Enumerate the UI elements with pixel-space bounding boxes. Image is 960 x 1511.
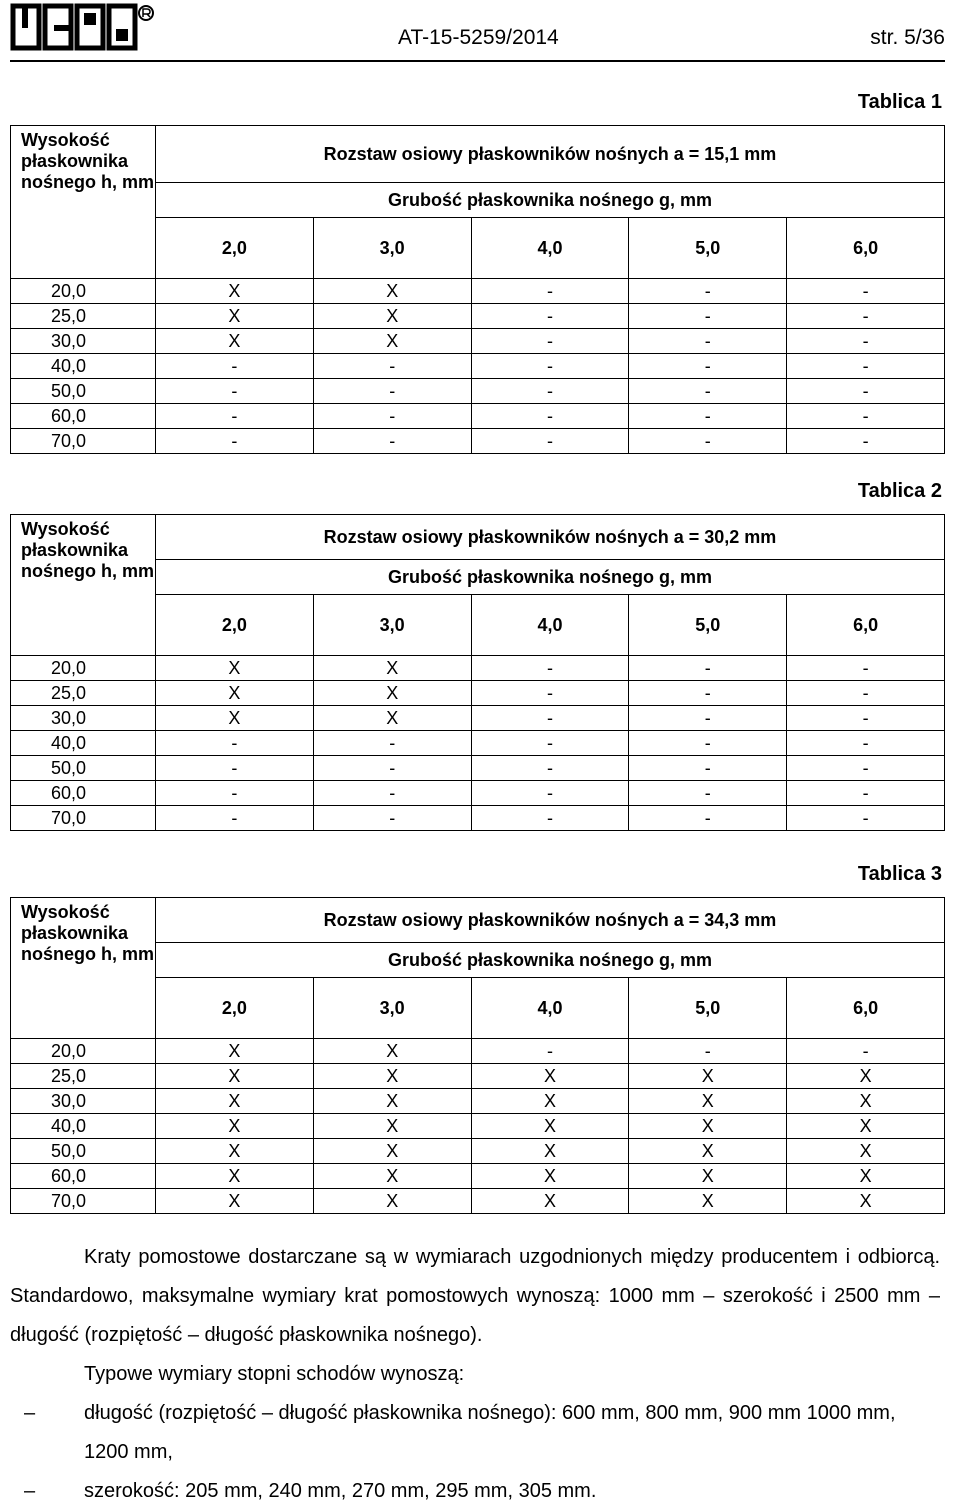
table-cell: - — [471, 379, 629, 404]
row-height-value: 25,0 — [11, 304, 156, 329]
col-header: 5,0 — [629, 218, 787, 279]
col-header: 3,0 — [313, 218, 471, 279]
table-cell: X — [471, 1189, 629, 1214]
row-height-value: 25,0 — [11, 681, 156, 706]
table-cell: - — [156, 731, 314, 756]
table-cell: X — [156, 1039, 314, 1064]
table-cell: X — [313, 656, 471, 681]
table-cell: X — [313, 706, 471, 731]
table-cell: - — [313, 806, 471, 831]
table-row — [11, 706, 945, 731]
table-cell: - — [156, 404, 314, 429]
table-cell: X — [156, 1189, 314, 1214]
table-cell: X — [629, 1164, 787, 1189]
table-3 — [10, 897, 945, 1214]
table-cell: - — [629, 1039, 787, 1064]
table-cell: - — [787, 806, 945, 831]
table-cell: - — [629, 279, 787, 304]
document-id: AT-15-5259/2014 — [398, 26, 559, 49]
table-cell: - — [313, 379, 471, 404]
table-cell: X — [313, 304, 471, 329]
col-header: 4,0 — [471, 978, 629, 1039]
table-cell: - — [787, 429, 945, 454]
table-cell: - — [471, 354, 629, 379]
thickness-header: Grubość płaskownika nośnego g, mm — [156, 943, 945, 978]
row-header-label: Wysokość płaskownika nośnego h, mm — [11, 515, 156, 656]
row-height-value: 30,0 — [11, 706, 156, 731]
bullet-dash: – — [24, 1402, 36, 1424]
itb-logo-icon — [10, 3, 155, 51]
row-height-value: 70,0 — [11, 429, 156, 454]
table-cell: X — [471, 1114, 629, 1139]
row-height-value: 50,0 — [11, 1139, 156, 1164]
table-cell: X — [471, 1139, 629, 1164]
table-cell: - — [787, 354, 945, 379]
table-cell: X — [787, 1089, 945, 1114]
table-cell: X — [629, 1189, 787, 1214]
table-cell: X — [313, 681, 471, 706]
table-cell: - — [629, 304, 787, 329]
table-1-caption: Tablica 1 — [857, 91, 942, 113]
col-header: 2,0 — [156, 595, 314, 656]
col-header: 2,0 — [156, 978, 314, 1039]
list-item — [10, 1394, 940, 1472]
table-cell: - — [787, 279, 945, 304]
table-cell: X — [313, 329, 471, 354]
table-2 — [10, 514, 945, 831]
table-cell: X — [471, 1164, 629, 1189]
table-row — [11, 681, 945, 706]
table-cell: X — [156, 1089, 314, 1114]
thickness-header: Grubość płaskownika nośnego g, mm — [156, 183, 945, 218]
row-height-value: 70,0 — [11, 1189, 156, 1214]
table-cell: - — [629, 756, 787, 781]
table-cell: - — [787, 756, 945, 781]
table-cell: X — [313, 1064, 471, 1089]
row-height-value: 30,0 — [11, 329, 156, 354]
table-cell: - — [471, 706, 629, 731]
table-row — [11, 656, 945, 681]
table-cell: - — [471, 656, 629, 681]
table-cell: - — [313, 756, 471, 781]
table-row — [11, 1039, 945, 1064]
table-row — [11, 731, 945, 756]
table-row — [11, 429, 945, 454]
table-cell: - — [156, 781, 314, 806]
row-height-value: 20,0 — [11, 656, 156, 681]
table-cell: X — [787, 1139, 945, 1164]
row-height-value: 40,0 — [11, 731, 156, 756]
row-height-value: 20,0 — [11, 279, 156, 304]
col-header: 6,0 — [787, 595, 945, 656]
table-cell: - — [787, 1039, 945, 1064]
table-cell: X — [156, 656, 314, 681]
table-cell: X — [313, 1089, 471, 1114]
table-cell: - — [629, 379, 787, 404]
table-cell: - — [629, 806, 787, 831]
row-header-label: Wysokość płaskownika nośnego h, mm — [11, 898, 156, 1039]
table-cell: - — [156, 806, 314, 831]
table-row — [11, 1189, 945, 1214]
col-header: 2,0 — [156, 218, 314, 279]
table-cell: - — [471, 806, 629, 831]
col-header: 5,0 — [629, 978, 787, 1039]
table-cell: X — [629, 1064, 787, 1089]
table-cell: X — [156, 1139, 314, 1164]
row-header-label: Wysokość płaskownika nośnego h, mm — [11, 126, 156, 279]
table-cell: X — [313, 1039, 471, 1064]
table-cell: - — [313, 354, 471, 379]
table-cell: - — [787, 329, 945, 354]
row-height-value: 60,0 — [11, 781, 156, 806]
col-header: 4,0 — [471, 595, 629, 656]
list-item — [10, 1472, 940, 1511]
col-header: 5,0 — [629, 595, 787, 656]
table-cell: - — [787, 379, 945, 404]
table-cell: - — [629, 429, 787, 454]
table-cell: X — [787, 1189, 945, 1214]
table-cell: - — [787, 656, 945, 681]
row-height-value: 25,0 — [11, 1064, 156, 1089]
table-cell: - — [629, 329, 787, 354]
table-1-title: Rozstaw osiowy płaskowników nośnych a = 15,1 mm — [156, 126, 945, 183]
table-cell: - — [629, 404, 787, 429]
table-row — [11, 1114, 945, 1139]
row-height-value: 20,0 — [11, 1039, 156, 1064]
row-height-value: 50,0 — [11, 756, 156, 781]
col-header: 3,0 — [313, 595, 471, 656]
table-cell: X — [629, 1139, 787, 1164]
bullet-dash: – — [24, 1480, 36, 1502]
table-cell: - — [471, 279, 629, 304]
table-cell: - — [787, 681, 945, 706]
table-cell: - — [629, 731, 787, 756]
row-height-value: 40,0 — [11, 354, 156, 379]
table-cell: X — [629, 1114, 787, 1139]
table-cell: - — [629, 354, 787, 379]
table-cell: - — [156, 379, 314, 404]
table-cell: X — [313, 1164, 471, 1189]
table-row — [11, 279, 945, 304]
table-2-title: Rozstaw osiowy płaskowników nośnych a = 30,2 mm — [156, 515, 945, 560]
list-item-text: szerokość: 205 mm, 240 mm, 270 mm, 295 mm, 305 mm. — [84, 1480, 597, 1502]
table-row — [11, 304, 945, 329]
page-header — [10, 0, 945, 62]
page-number: str. 5/36 — [870, 26, 945, 49]
table-cell: X — [471, 1064, 629, 1089]
table-cell: - — [156, 429, 314, 454]
table-cell: - — [313, 731, 471, 756]
table-row — [11, 1089, 945, 1114]
table-cell: - — [471, 781, 629, 806]
dimensions-paragraph — [10, 1238, 940, 1355]
col-header: 4,0 — [471, 218, 629, 279]
table-row — [11, 404, 945, 429]
body-text — [10, 1238, 940, 1511]
bullet-list — [10, 1394, 940, 1511]
table-cell: - — [629, 656, 787, 681]
table-2-caption: Tablica 2 — [857, 480, 942, 502]
table-cell: X — [156, 1064, 314, 1089]
table-row — [11, 1064, 945, 1089]
table-cell: X — [156, 1164, 314, 1189]
table-cell: X — [313, 1114, 471, 1139]
table-cell: X — [156, 279, 314, 304]
table-cell: - — [313, 404, 471, 429]
thickness-header: Grubość płaskownika nośnego g, mm — [156, 560, 945, 595]
table-cell: X — [156, 329, 314, 354]
table-cell: X — [787, 1064, 945, 1089]
table-cell: - — [787, 706, 945, 731]
table-row — [11, 781, 945, 806]
col-header: 6,0 — [787, 218, 945, 279]
row-height-value: 40,0 — [11, 1114, 156, 1139]
table-cell: - — [629, 781, 787, 806]
table-cell: - — [471, 681, 629, 706]
table-cell: X — [313, 1139, 471, 1164]
table-cell: - — [471, 429, 629, 454]
table-cell: - — [787, 304, 945, 329]
table-cell: - — [787, 404, 945, 429]
table-cell: - — [471, 329, 629, 354]
table-cell: - — [629, 706, 787, 731]
row-height-value: 70,0 — [11, 806, 156, 831]
table-cell: X — [313, 279, 471, 304]
table-cell: X — [787, 1164, 945, 1189]
table-row — [11, 379, 945, 404]
table-cell: - — [471, 756, 629, 781]
table-cell: - — [313, 429, 471, 454]
table-cell: X — [156, 681, 314, 706]
table-cell: X — [787, 1114, 945, 1139]
table-3-title: Rozstaw osiowy płaskowników nośnych a = 34,3 mm — [156, 898, 945, 943]
table-cell: - — [471, 304, 629, 329]
row-height-value: 30,0 — [11, 1089, 156, 1114]
table-row — [11, 806, 945, 831]
table-cell: X — [156, 706, 314, 731]
table-3-caption: Tablica 3 — [857, 863, 942, 885]
table-row — [11, 756, 945, 781]
table-cell: - — [313, 781, 471, 806]
row-height-value: 50,0 — [11, 379, 156, 404]
typical-intro: Typowe wymiary stopni schodów wynoszą: — [84, 1363, 465, 1385]
table-cell: - — [471, 404, 629, 429]
table-cell: - — [471, 1039, 629, 1064]
table-cell: X — [156, 1114, 314, 1139]
table-row — [11, 1139, 945, 1164]
table-cell: - — [156, 354, 314, 379]
table-row — [11, 329, 945, 354]
row-height-value: 60,0 — [11, 404, 156, 429]
list-item-text: długość (rozpiętość – długość płaskownika nośnego): 600 mm, 800 mm, 900 mm 1000 mm, 1200 mm, — [84, 1402, 896, 1463]
table-cell: X — [471, 1089, 629, 1114]
table-1 — [10, 125, 945, 454]
table-cell: - — [471, 731, 629, 756]
table-row — [11, 1164, 945, 1189]
header-divider — [10, 60, 945, 62]
col-header: 3,0 — [313, 978, 471, 1039]
table-cell: - — [629, 681, 787, 706]
table-row — [11, 354, 945, 379]
table-cell: X — [629, 1089, 787, 1114]
table-cell: X — [156, 304, 314, 329]
row-height-value: 60,0 — [11, 1164, 156, 1189]
table-cell: - — [156, 756, 314, 781]
table-cell: X — [313, 1189, 471, 1214]
table-cell: - — [787, 781, 945, 806]
dimensions-paragraph-text: Kraty pomostowe dostarczane są w wymiarach uzgodnionych między producentem i odbiorcą. Standardowo, maksymalne wymiary krat pomostowych wynoszą: 1000 mm – szerokość i 2500 mm – długość (rozpiętość – długość płaskownika nośnego). — [10, 1246, 940, 1346]
col-header: 6,0 — [787, 978, 945, 1039]
table-cell: - — [787, 731, 945, 756]
